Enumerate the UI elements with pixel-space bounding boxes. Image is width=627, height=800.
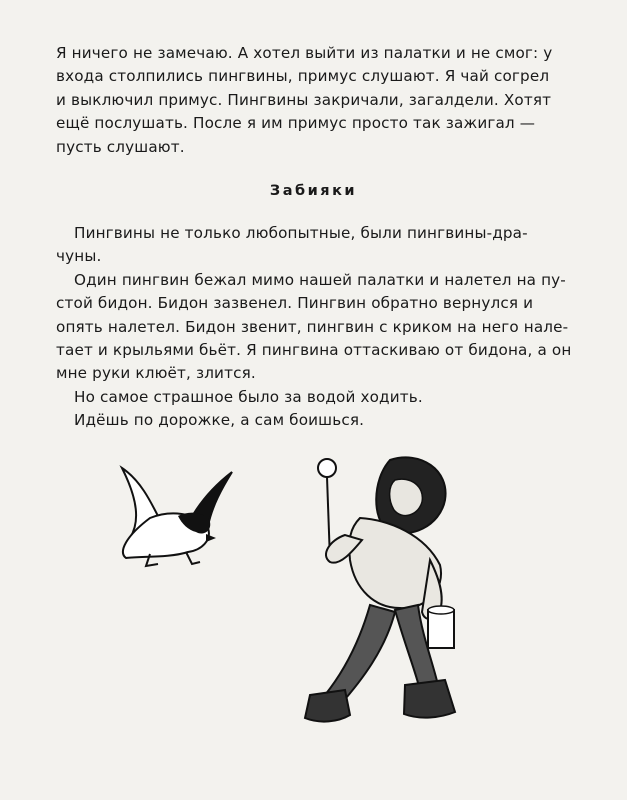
text-line: Я ничего не замечаю. А хотел выйти из палатки и не смог: у bbox=[56, 44, 553, 62]
section-heading: Забияки bbox=[269, 183, 358, 199]
text-line: входа столпились пингвины, примус слушают. Я чай согрел bbox=[56, 67, 550, 86]
text-line: Пингвины не только любопытные, были пингвины-дра- bbox=[74, 224, 528, 242]
paragraph-1 bbox=[56, 42, 553, 159]
penguin-drawing bbox=[122, 468, 232, 566]
paragraph-2 bbox=[56, 222, 572, 433]
text-line: Но самое страшное было за водой ходить. bbox=[74, 387, 423, 406]
text-line: Один пингвин бежал мимо нашей палатки и налетел на пу- bbox=[74, 270, 566, 289]
text-line: тает и крыльями бьёт. Я пингвина оттаскиваю от бидона, а он bbox=[56, 341, 572, 360]
text-line: мне руки клюёт, злится. bbox=[56, 364, 256, 383]
text-line: стой бидон. Бидон зазвенел. Пингвин обратно вернулся и bbox=[56, 294, 534, 313]
text-line: и выключил примус. Пингвины закричали, загалдели. Хотят bbox=[56, 90, 552, 109]
illustration-penguin-and-explorer bbox=[0, 440, 627, 800]
text-line: Идёшь по дорожке, а сам боишься. bbox=[74, 411, 365, 430]
text-line: чуны. bbox=[56, 247, 102, 266]
text-line: пусть слушают. bbox=[56, 137, 185, 156]
text-line: опять налетел. Бидон звенит, пингвин с криком на него нале- bbox=[56, 317, 569, 336]
explorer-drawing bbox=[305, 457, 455, 721]
text-line: ещё послушать. После я им примус просто так зажигал — bbox=[56, 114, 536, 133]
